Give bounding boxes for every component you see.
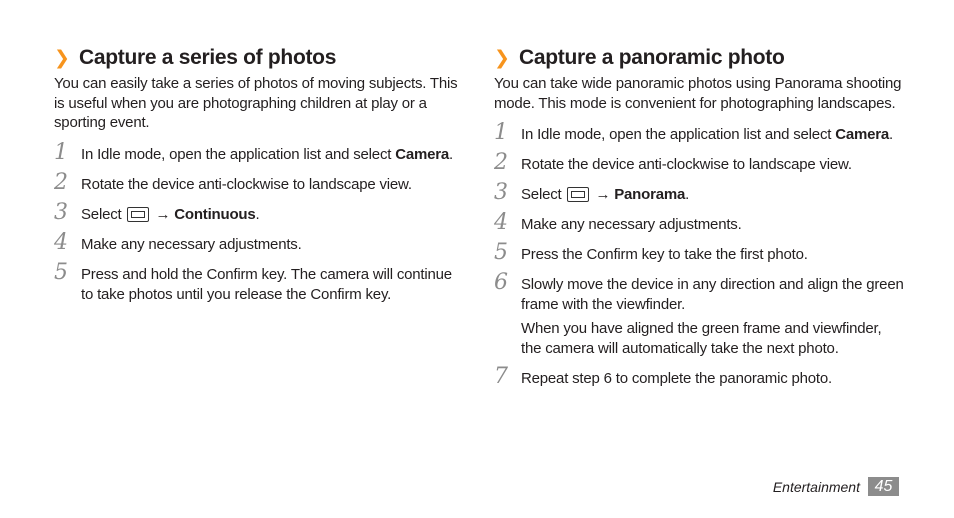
step-item bbox=[494, 120, 904, 145]
step-text-part: . bbox=[889, 126, 893, 143]
section-heading-series bbox=[54, 44, 464, 72]
step-item bbox=[494, 364, 904, 389]
step-text bbox=[521, 275, 904, 359]
step-number: 7 bbox=[494, 364, 508, 389]
chevron-right-icon: ❯ bbox=[54, 47, 70, 69]
step-text bbox=[521, 185, 689, 205]
step-number: 1 bbox=[54, 139, 68, 165]
page-footer bbox=[773, 477, 899, 496]
step-item bbox=[54, 259, 464, 305]
section-title: Capture a series of photos bbox=[79, 46, 337, 69]
step-text: Make any necessary adjustments. bbox=[521, 216, 742, 233]
camera-mode-icon bbox=[127, 207, 149, 222]
arrow-icon: → bbox=[155, 205, 171, 223]
right-column bbox=[494, 44, 904, 399]
step-number: 4 bbox=[54, 229, 68, 255]
step-item bbox=[54, 139, 464, 165]
chevron-right-icon: ❯ bbox=[494, 47, 510, 69]
left-column bbox=[54, 44, 464, 315]
step-item bbox=[494, 210, 904, 235]
page-number: 45 bbox=[868, 477, 899, 496]
step-list bbox=[54, 139, 464, 305]
step-text-part: . bbox=[255, 205, 260, 223]
step-number: 5 bbox=[54, 259, 68, 285]
step-text-part: . bbox=[449, 145, 453, 163]
step-number: 2 bbox=[54, 169, 68, 195]
step-item bbox=[494, 150, 904, 175]
step-text: Press and hold the Confirm key. The camera will continue to take photos until you release the Confirm key. bbox=[81, 265, 452, 303]
step-text-part: Slowly move the device in any direction and align the green frame with the viewfinder. bbox=[521, 276, 904, 313]
step-item bbox=[54, 229, 464, 255]
step-text: Rotate the device anti-clockwise to landscape view. bbox=[521, 156, 852, 173]
step-list bbox=[494, 120, 904, 389]
step-text: Press the Confirm key to take the first photo. bbox=[521, 246, 808, 263]
step-text: Rotate the device anti-clockwise to landscape view. bbox=[81, 175, 412, 193]
step-text-part: In Idle mode, open the application list and select bbox=[521, 126, 836, 143]
step-text-part: In Idle mode, open the application list and select bbox=[81, 145, 396, 163]
step-note: When you have aligned the green frame and viewfinder, the camera will automatically take the next photo. bbox=[521, 320, 882, 357]
step-bold-term: Continuous bbox=[174, 205, 256, 223]
step-number: 6 bbox=[494, 270, 508, 295]
step-number: 4 bbox=[494, 210, 508, 235]
step-number: 3 bbox=[54, 199, 68, 225]
step-text bbox=[521, 125, 893, 145]
step-text-part: . bbox=[685, 186, 690, 203]
step-bold-term: Panorama bbox=[614, 186, 686, 203]
step-bold-term: Camera bbox=[835, 126, 890, 143]
step-number: 3 bbox=[494, 180, 508, 205]
camera-mode-icon bbox=[567, 187, 589, 202]
step-item bbox=[494, 180, 904, 205]
section-intro: You can take wide panoramic photos using Panorama shooting mode. This mode is convenient for photographing landscapes. bbox=[494, 75, 902, 112]
step-number: 5 bbox=[494, 240, 508, 265]
step-text: Make any necessary adjustments. bbox=[81, 235, 302, 253]
step-text bbox=[81, 145, 453, 165]
step-text bbox=[81, 205, 260, 225]
section-title: Capture a panoramic photo bbox=[519, 46, 785, 69]
footer-section-name: Entertainment bbox=[772, 478, 860, 495]
step-item bbox=[54, 169, 464, 195]
step-text: Repeat step 6 to complete the panoramic photo. bbox=[521, 370, 833, 387]
step-item bbox=[494, 270, 904, 359]
step-item bbox=[54, 199, 464, 225]
step-number: 2 bbox=[494, 150, 508, 175]
step-bold-term: Camera bbox=[395, 145, 450, 163]
step-text-part: Select bbox=[81, 205, 122, 223]
section-heading-panorama bbox=[494, 44, 904, 72]
step-item bbox=[494, 240, 904, 265]
step-text-part: Select bbox=[521, 186, 562, 203]
step-number: 1 bbox=[494, 120, 508, 145]
arrow-icon: → bbox=[595, 186, 611, 203]
section-intro: You can easily take a series of photos of moving subjects. This is useful when you are photographing children at play or a sporting event. bbox=[54, 75, 458, 131]
